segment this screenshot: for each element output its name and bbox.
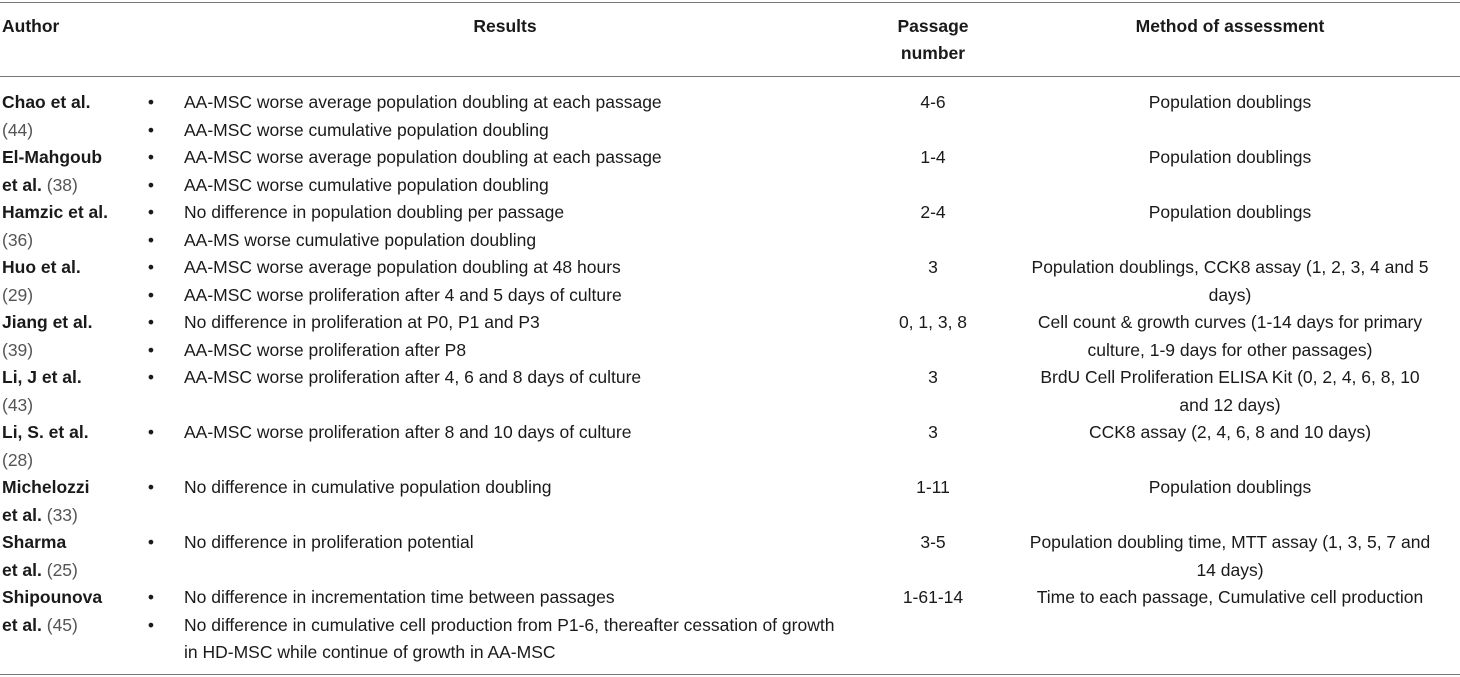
author-line2 xyxy=(2,392,142,420)
results-cell xyxy=(144,309,844,364)
result-bullet-item xyxy=(144,227,844,255)
method-line: culture, 1-9 days for other passages) xyxy=(1087,339,1373,360)
result-bullet-item xyxy=(144,172,844,200)
header-rule xyxy=(0,76,1460,77)
table-row xyxy=(0,144,1460,199)
passage-number-cell: 3-5 xyxy=(920,532,946,552)
results-cell xyxy=(144,144,844,199)
method-line: and 12 days) xyxy=(1179,394,1281,415)
result-text: AA-MSC worse average population doubling at each passage xyxy=(184,147,662,167)
author-reference: (39) xyxy=(2,339,34,360)
author-line2 xyxy=(2,117,142,145)
bullet-icon: • xyxy=(147,614,155,635)
result-text: No difference in proliferation at P0, P1 and P3 xyxy=(184,312,540,332)
author-line2 xyxy=(2,502,142,530)
result-bullet-item xyxy=(144,337,844,365)
bullet-icon: • xyxy=(147,422,155,442)
method-cell xyxy=(1000,309,1460,364)
author-name: Jiang et al. xyxy=(2,312,93,332)
result-text: No difference in incrementation time between passages xyxy=(184,587,615,607)
bullet-icon: • xyxy=(147,312,155,332)
author-name-cont: et al. xyxy=(2,504,47,525)
results-cell xyxy=(144,419,844,447)
result-bullet-item xyxy=(144,254,844,282)
author-reference: (38) xyxy=(46,174,78,195)
author-reference: (25) xyxy=(46,559,78,580)
header-results: Results xyxy=(473,16,537,36)
author-reference: (44) xyxy=(2,119,34,140)
bullet-icon: • xyxy=(147,174,155,195)
method-line: Cell count & growth curves (1-14 days for primary xyxy=(1037,312,1423,332)
table-body xyxy=(0,89,1460,666)
result-text: No difference in cumulative population doubling xyxy=(184,477,552,497)
method-line: Population doubling time, MTT assay (1, 3, 5, 7 and xyxy=(1029,532,1431,552)
header-author: Author xyxy=(2,16,60,36)
header-passage-line2: number xyxy=(900,43,966,63)
method-cell xyxy=(1000,419,1460,447)
author-cell xyxy=(2,364,142,419)
result-text: No difference in cumulative cell production from P1-6, thereafter cessation of growth in HD-MSC while continue of growth in AA-MSC xyxy=(184,614,835,662)
author-name: Li, S. et al. xyxy=(2,422,89,442)
method-line: CCK8 assay (2, 4, 6, 8 and 10 days) xyxy=(1088,422,1372,442)
method-cell xyxy=(1000,144,1460,172)
result-bullet-item xyxy=(144,282,844,310)
author-name: El-Mahgoub xyxy=(2,147,103,167)
table-row xyxy=(0,89,1460,144)
table-row xyxy=(0,474,1460,529)
result-bullet-item xyxy=(144,419,844,447)
author-reference: (45) xyxy=(46,614,78,635)
result-bullet-item xyxy=(144,309,844,337)
table-row xyxy=(0,529,1460,584)
result-bullet-item xyxy=(144,584,844,612)
passage-number-cell: 3 xyxy=(928,257,938,277)
author-line2 xyxy=(2,172,142,200)
method-line: Population doublings xyxy=(1148,202,1312,222)
method-line: Time to each passage, Cumulative cell production xyxy=(1036,587,1424,607)
method-line: Population doublings xyxy=(1148,147,1312,167)
author-name: Shipounova xyxy=(2,587,103,607)
table-row xyxy=(0,199,1460,254)
result-text: AA-MSC worse average population doubling at each passage xyxy=(184,92,662,112)
header-passage-number xyxy=(883,13,983,67)
method-line: days) xyxy=(1208,284,1252,305)
author-name: Li, J et al. xyxy=(2,367,82,387)
author-reference: (36) xyxy=(2,229,34,250)
method-cell xyxy=(1000,584,1460,612)
results-cell xyxy=(144,474,844,502)
author-line2 xyxy=(2,557,142,585)
header-method: Method of assessment xyxy=(1135,16,1325,36)
result-text: No difference in proliferation potential xyxy=(184,532,474,552)
result-text: AA-MSC worse proliferation after 4, 6 and 8 days of culture xyxy=(184,367,642,387)
result-bullet-item xyxy=(144,89,844,117)
method-line: Population doublings, CCK8 assay (1, 2, 3, 4 and 5 xyxy=(1031,257,1429,277)
result-text: AA-MSC worse average population doubling at 48 hours xyxy=(184,257,621,277)
result-bullet-item xyxy=(144,144,844,172)
method-cell xyxy=(1000,199,1460,227)
results-cell xyxy=(144,364,844,392)
method-cell xyxy=(1000,254,1460,309)
author-name-cont: et al. xyxy=(2,559,47,580)
passage-number-cell: 1-61-14 xyxy=(902,587,964,607)
table-row xyxy=(0,309,1460,364)
author-cell xyxy=(2,419,142,474)
passage-number-cell: 4-6 xyxy=(920,92,946,112)
result-text: AA-MSC worse proliferation after 8 and 10 days of culture xyxy=(184,422,632,442)
passage-number-cell: 0, 1, 3, 8 xyxy=(898,312,968,332)
table-row xyxy=(0,584,1460,666)
author-line2 xyxy=(2,447,142,475)
author-cell xyxy=(2,584,142,639)
author-name-cont: et al. xyxy=(2,174,47,195)
author-name: Sharma xyxy=(2,532,67,552)
passage-number-cell: 1-4 xyxy=(920,147,946,167)
author-cell xyxy=(2,144,142,199)
author-line2 xyxy=(2,282,142,310)
table-header xyxy=(0,13,1460,73)
bullet-icon: • xyxy=(147,229,155,250)
result-text: No difference in population doubling per passage xyxy=(184,202,565,222)
passage-number-cell: 1-11 xyxy=(916,477,950,497)
result-text: AA-MSC worse proliferation after 4 and 5 days of culture xyxy=(184,284,622,305)
result-bullet-item xyxy=(144,364,844,392)
author-reference: (33) xyxy=(46,504,78,525)
author-reference: (43) xyxy=(2,394,34,415)
method-cell xyxy=(1000,474,1460,502)
result-text: AA-MSC worse proliferation after P8 xyxy=(184,339,467,360)
author-name: Huo et al. xyxy=(2,257,81,277)
author-cell xyxy=(2,309,142,364)
author-name: Chao et al. xyxy=(2,92,91,112)
author-name: Hamzic et al. xyxy=(2,202,109,222)
author-reference: (29) xyxy=(2,284,34,305)
passage-number-cell: 2-4 xyxy=(920,202,946,222)
result-text: AA-MSC worse cumulative population doubling xyxy=(184,174,549,195)
bullet-icon: • xyxy=(147,257,155,277)
author-cell xyxy=(2,89,142,144)
result-bullet-item xyxy=(144,612,844,667)
bullet-icon: • xyxy=(147,92,155,112)
bullet-icon: • xyxy=(147,202,155,222)
result-text: AA-MS worse cumulative population doubling xyxy=(184,229,537,250)
bullet-icon: • xyxy=(147,147,155,167)
passage-number-cell: 3 xyxy=(928,367,938,387)
result-bullet-item xyxy=(144,529,844,557)
table-row xyxy=(0,419,1460,474)
bullet-icon: • xyxy=(147,532,155,552)
result-bullet-item xyxy=(144,117,844,145)
bullet-icon: • xyxy=(147,284,155,305)
author-cell xyxy=(2,529,142,584)
table-row xyxy=(0,254,1460,309)
author-name: Michelozzi xyxy=(2,477,90,497)
result-bullet-item xyxy=(144,199,844,227)
results-cell xyxy=(144,584,844,667)
bullet-icon: • xyxy=(147,587,155,607)
bullet-icon: • xyxy=(147,477,155,497)
header-passage-line1: Passage xyxy=(897,16,969,36)
results-cell xyxy=(144,199,844,254)
author-line2 xyxy=(2,337,142,365)
author-line2 xyxy=(2,612,142,640)
author-cell xyxy=(2,199,142,254)
result-text: AA-MSC worse cumulative population doubling xyxy=(184,119,549,140)
author-reference: (28) xyxy=(2,449,34,470)
method-line: Population doublings xyxy=(1148,92,1312,112)
author-line2 xyxy=(2,227,142,255)
table-row xyxy=(0,364,1460,419)
method-cell xyxy=(1000,529,1460,584)
result-bullet-item xyxy=(144,474,844,502)
passage-number-cell: 3 xyxy=(928,422,938,442)
bullet-icon: • xyxy=(147,367,155,387)
bottom-rule xyxy=(0,674,1460,675)
author-name-cont: et al. xyxy=(2,614,47,635)
results-cell xyxy=(144,529,844,557)
author-cell xyxy=(2,474,142,529)
bullet-icon: • xyxy=(147,339,155,360)
method-line: BrdU Cell Proliferation ELISA Kit (0, 2, 4, 6, 8, 10 xyxy=(1040,367,1420,387)
method-cell xyxy=(1000,364,1460,419)
results-cell xyxy=(144,254,844,309)
bullet-icon: • xyxy=(147,119,155,140)
results-cell xyxy=(144,89,844,144)
author-cell xyxy=(2,254,142,309)
top-rule xyxy=(0,2,1460,3)
method-cell xyxy=(1000,89,1460,117)
method-line: Population doublings xyxy=(1148,477,1312,497)
method-line: 14 days) xyxy=(1196,559,1264,580)
